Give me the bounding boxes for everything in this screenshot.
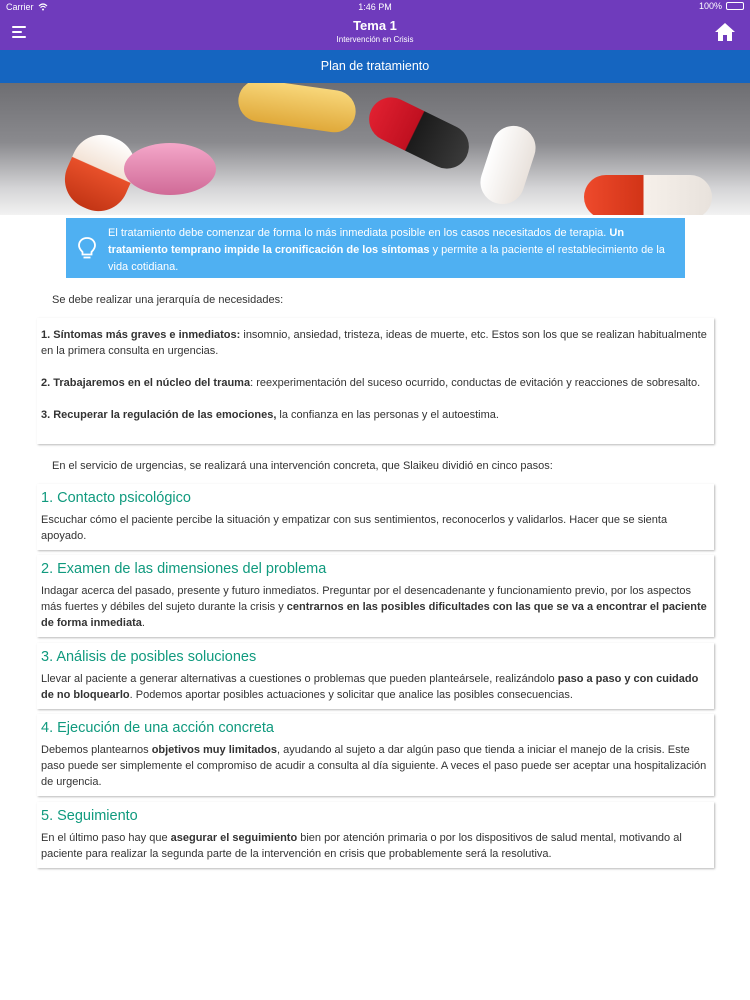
step-card	[37, 643, 714, 709]
page-title: Tema 1	[353, 18, 397, 33]
need-item: 1. Síntomas más graves e inmediatos: insomnio, ansiedad, tristeza, ideas de muerte, etc. Estos son los que se realizan habitualmente en la primera consulta en urgencias.	[41, 329, 707, 357]
step-heading: 3. Análisis de posibles soluciones	[41, 649, 257, 665]
step-text: Debemos plantearnos objetivos muy limitados, ayudando al sujeto a dar algún paso que tienda a iniciar el manejo de la crisis. Este paso puede ser simplemente el compromiso de acudir a consulta al día siguiente. A veces el paso puede ser aceptar una hospitalización de urgencia.	[41, 744, 707, 788]
status-bar	[0, 0, 750, 14]
step-text: Llevar al paciente a generar alternativas a cuestiones o problemas que pueden planteársele, realizándolo paso a paso y con cuidado de no bloquearlo. Podemos aportar posibles actuaciones y solicitar que analice las posibles consecuencias.	[41, 673, 699, 701]
step-heading: 4. Ejecución de una acción concreta	[41, 720, 274, 736]
pill-image	[362, 90, 477, 176]
hero-image	[0, 83, 750, 215]
step-card	[37, 555, 714, 637]
step-card	[37, 484, 714, 550]
step-heading: 1. Contacto psicológico	[41, 490, 191, 506]
pill-image	[236, 83, 359, 135]
steps-intro: En el servicio de urgencias, se realizará una intervención concreta, que Slaikeu dividió en cinco pasos:	[52, 460, 553, 472]
need-item: 3. Recuperar la regulación de las emociones, la confianza en las personas y el autoestima.	[41, 409, 499, 421]
clock: 1:46 PM	[358, 2, 392, 12]
step-text: Indagar acerca del pasado, presente y futuro inmediatos. Preguntar por el desencadenante y funcionamiento previo, por los aspectos más fuertes y débiles del sujeto durante la crisis y centrarnos en las posibles dificultades con las que se va a encontrar el paciente de forma inmediata.	[41, 585, 707, 629]
header-titles	[0, 18, 750, 46]
step-card	[37, 802, 714, 868]
needs-card	[37, 318, 714, 444]
home-icon[interactable]	[714, 22, 736, 42]
app-header	[0, 14, 750, 50]
section-title: Plan de tratamiento	[0, 50, 750, 83]
step-card	[37, 714, 714, 796]
need-item: 2. Trabajaremos en el núcleo del trauma: reexperimentación del suceso ocurrido, conductas de evitación y reacciones de sobresalto.	[41, 377, 701, 389]
info-callout	[66, 218, 685, 278]
battery-status: 100%	[699, 1, 744, 11]
step-text: En el último paso hay que asegurar el seguimiento bien por atención primaria o por los dispositivos de salud mental, motivando al paciente para realizar la segunda parte de la intervención en crisis que probablemente será la resolutiva.	[41, 832, 682, 860]
pill-image	[475, 120, 542, 210]
pill-image	[124, 143, 216, 195]
page-subtitle: Intervención en Crisis	[336, 35, 414, 44]
carrier-label: Carrier	[6, 2, 48, 12]
step-heading: 5. Seguimiento	[41, 808, 138, 824]
info-text: El tratamiento debe comenzar de forma lo más inmediata posible en los casos necesitados de terapia. Un tratamiento temprano impide la cronificación de los síntomas y permite a la paciente el restablecimiento de la vida cotidiana.	[108, 227, 665, 273]
step-heading: 2. Examen de las dimensiones del problema	[41, 561, 327, 577]
step-text: Escuchar cómo el paciente percibe la situación y empatizar con sus sentimientos, reconocerlos y validarlos. Hacer que se sienta apoyado.	[41, 514, 668, 542]
needs-intro: Se debe realizar una jerarquía de necesidades:	[52, 294, 284, 306]
pill-image	[584, 175, 712, 215]
lightbulb-icon	[76, 236, 98, 260]
battery-icon	[726, 2, 744, 10]
